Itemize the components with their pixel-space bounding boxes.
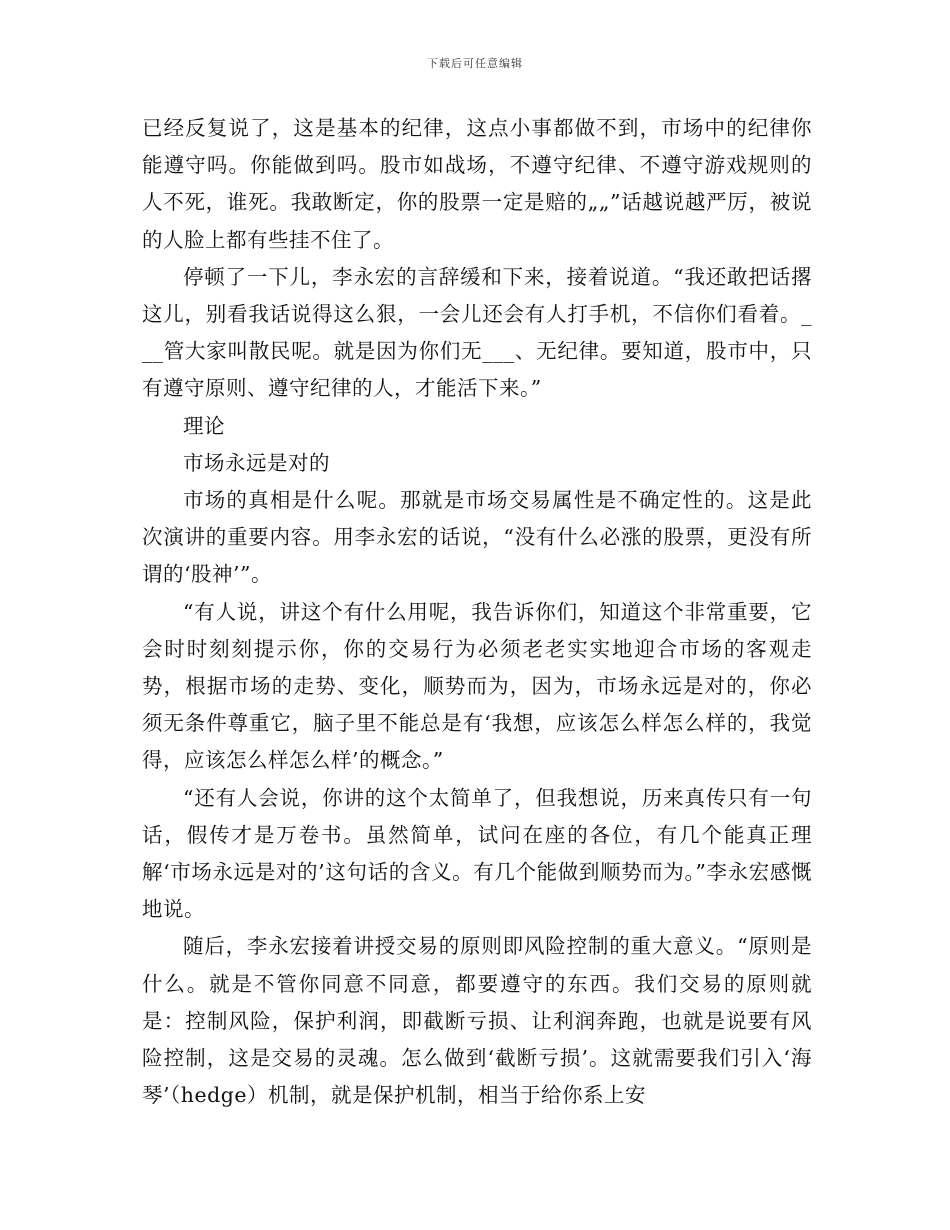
paragraph: “有人说，讲这个有什么用呢，我告诉你们，知道这个非常重要，它会时时刻刻提示你，你的交易行为必须老老实实地迎合市场的客观走势，根据市场的走势、变化，顺势而为，因为，市场永远是对的，你必须无条件尊重它，脑子里不能总是有‘我想，应该怎么样怎么样的，我觉得，应该怎么样怎么样’的概念。”: [142, 599, 812, 773]
subsection-heading: 市场永远是对的: [183, 450, 330, 475]
section-heading: 理论: [183, 413, 225, 438]
paragraph: 停顿了一下儿，李永宏的言辞缓和下来，接着说道。“我还敢把话撂这儿，别看我话说得这么狠，一会儿还会有人打手机，不信你们看着。___管大家叫散民呢。就是因为你们无___、无纪律。要知道，股市中，只有遵守原则、遵守纪律的人，才能活下来。”: [142, 264, 812, 401]
paragraph: 市场的真相是什么呢。那就是市场交易属性是不确定性的。这是此次演讲的重要内容。用李永宏的话说，“没有什么必涨的股票，更没有所谓的‘股神’”。: [142, 488, 812, 587]
document-body: [142, 110, 812, 1114]
paragraph: “还有人会说，你讲的这个太简单了，但我想说，历来真传只有一句话，假传才是万卷书。虽然简单，试问在座的各位，有几个能真正理解‘市场永远是对的’这句话的含义。有几个能做到顺势而为。”李永宏感慨地说。: [142, 785, 812, 922]
paragraph: 已经反复说了，这是基本的纪律，这点小事都做不到，市场中的纪律你能遵守吗。你能做到吗。股市如战场，不遵守纪律、不遵守游戏规则的人不死，谁死。我敢断定，你的股票一定是赔的„„”话越说越严厉，被说的人脸上都有些挂不住了。: [142, 116, 812, 252]
page-header: 下载后可任意编辑: [427, 57, 523, 70]
paragraph: 随后，李永宏接着讲授交易的原则即风险控制的重大意义。“原则是什么。就是不管你同意不同意，都要遵守的东西。我们交易的原则就是：控制风险，保护利润，即截断亏损、让利润奔跑，也就是说要有风险控制，这是交易的灵魂。怎么做到‘截断亏损’。这就需要我们引入‘海琴’（hedge）机制，就是保护机制，相当于给你系上安: [142, 934, 812, 1108]
